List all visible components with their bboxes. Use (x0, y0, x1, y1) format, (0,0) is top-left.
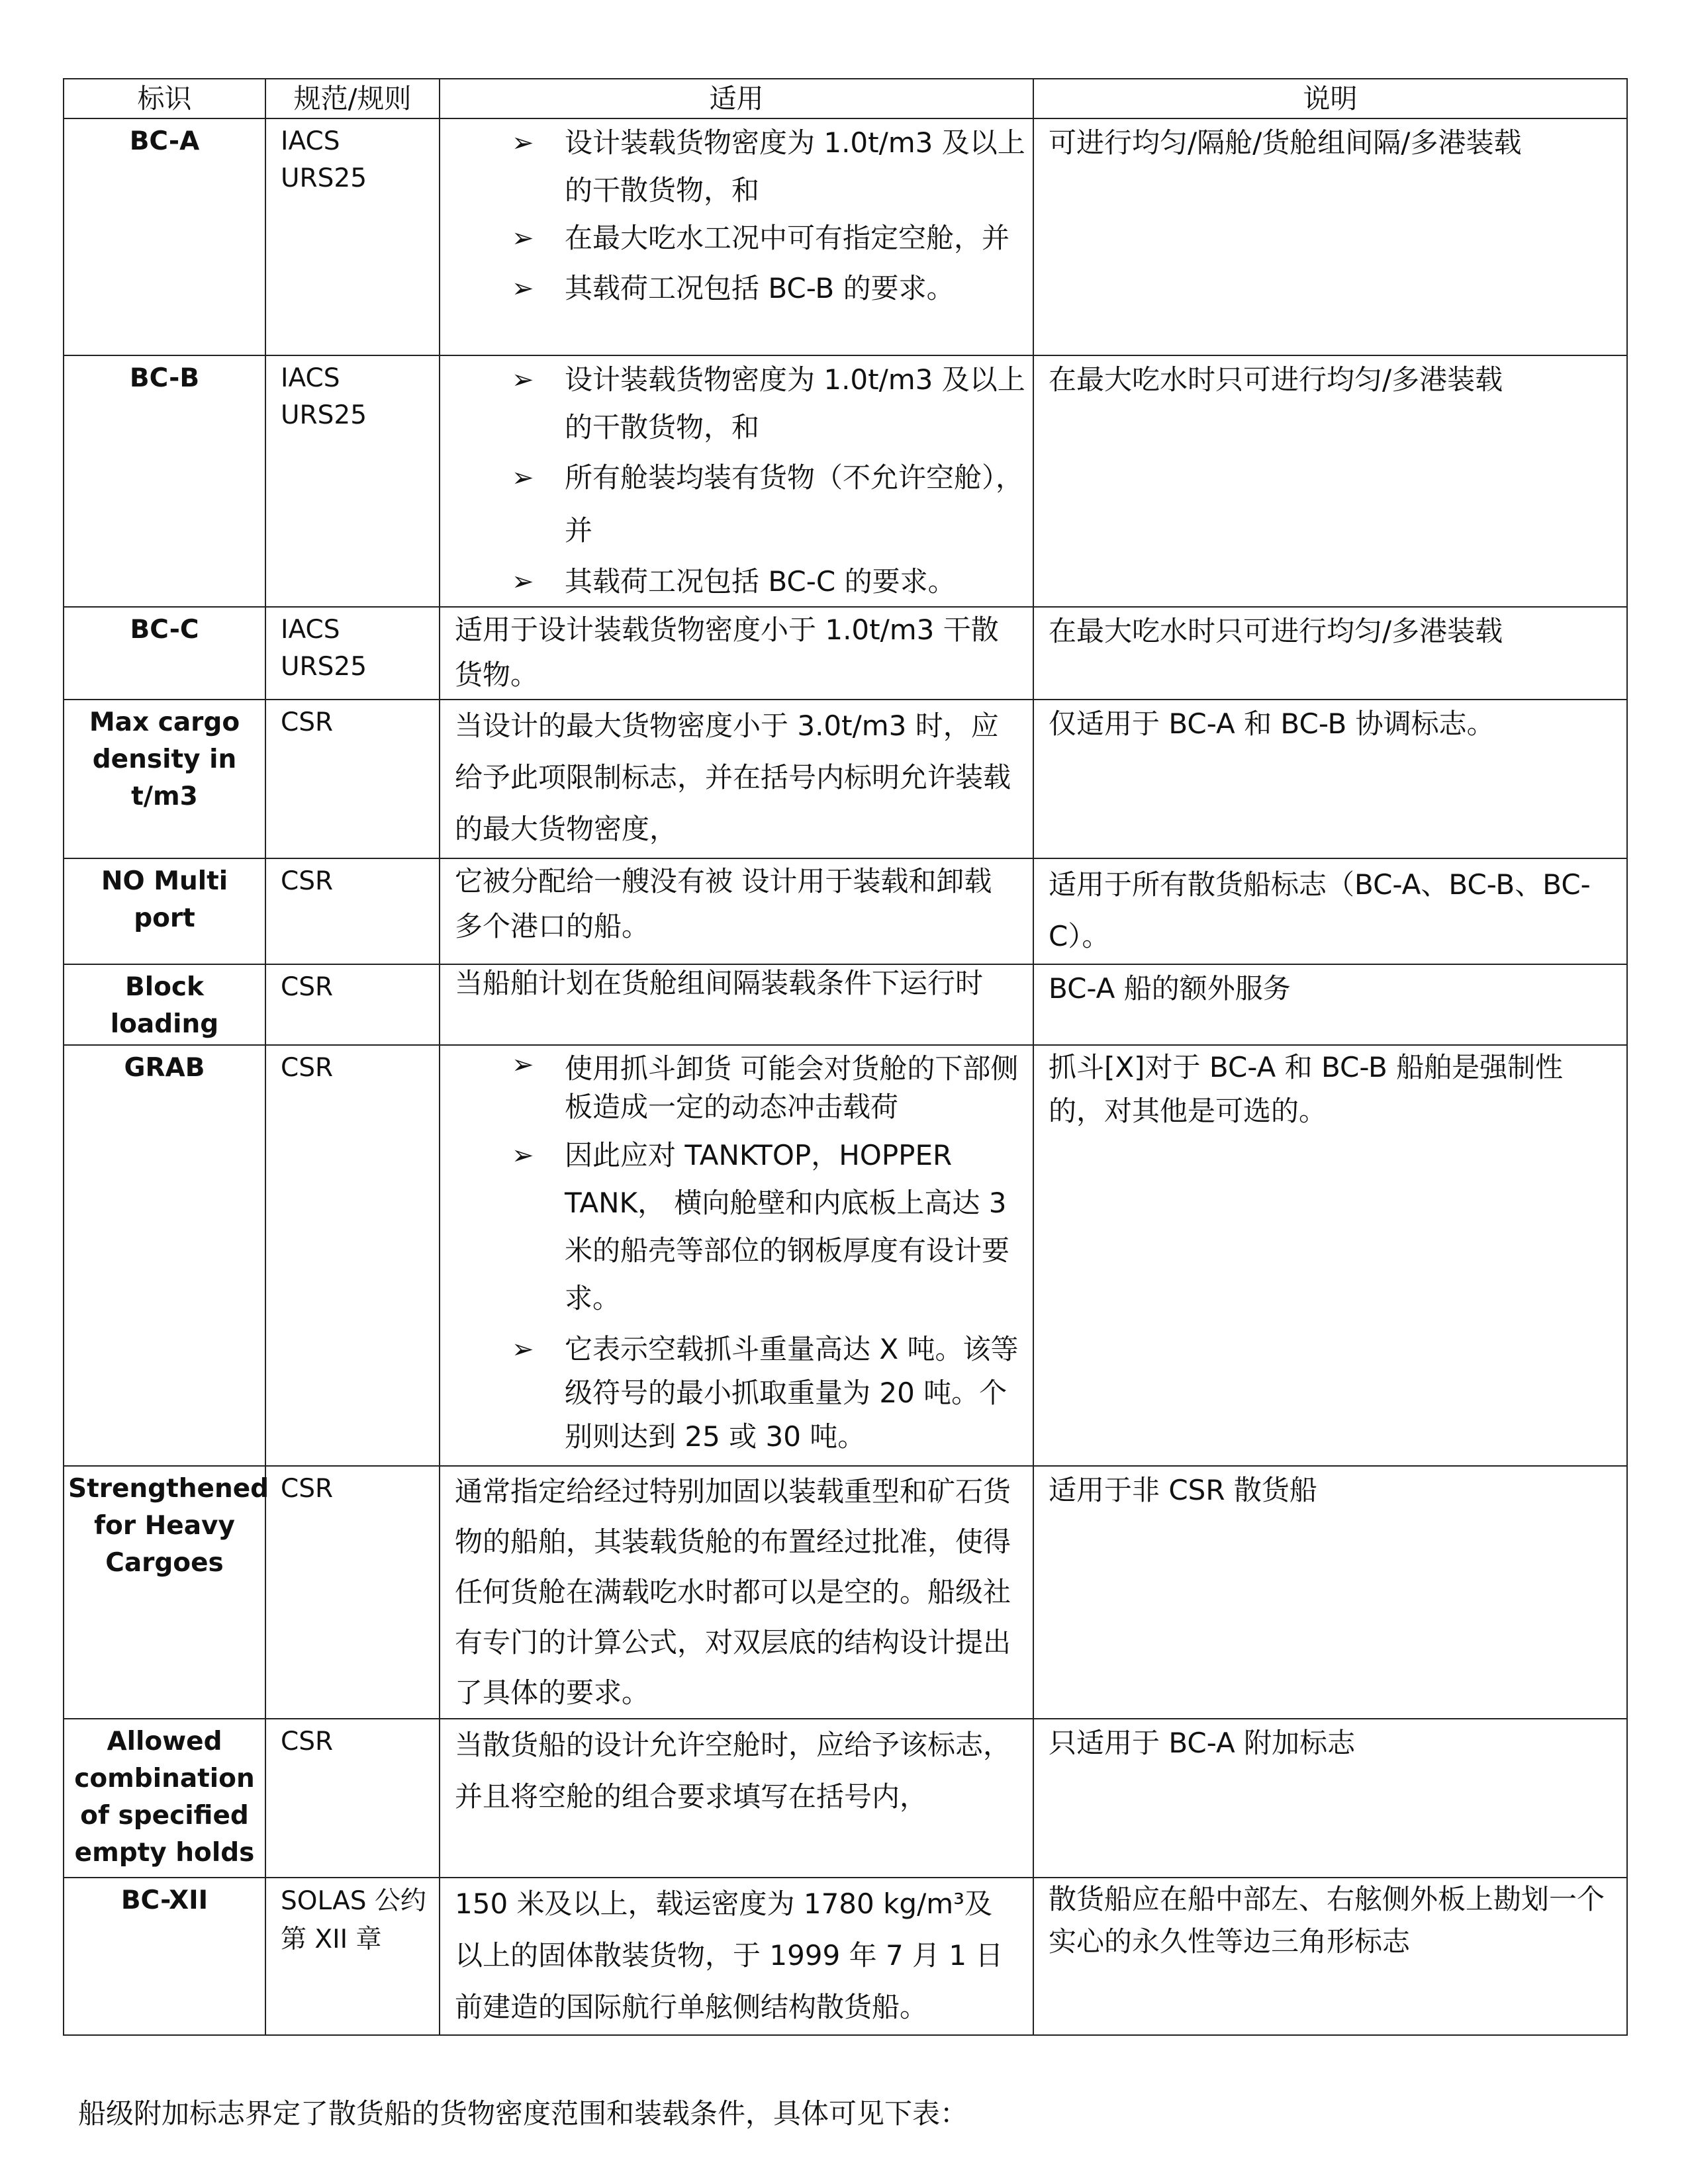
row-rule: IACS URS25 (265, 118, 440, 355)
table-row (64, 607, 1627, 700)
table-row (64, 355, 1627, 607)
bullet-item: ➢ 因此应对 TANKTOP，HOPPER TANK， 横向舱壁和内底板上高达 3 米的船壳等部位的钢板厚度有设计要求。 (565, 1132, 1033, 1322)
row-mark: BC-B (64, 355, 265, 607)
row-applicable: 当设计的最大货物密度小于 3.0t/m3 时，应给予此项限制标志，并在括号内标明允许装载的最大货物密度， (440, 700, 1033, 858)
row-rule: IACS URS25 (265, 607, 440, 700)
row-applicable (440, 1045, 1033, 1466)
table-row (64, 1878, 1627, 2035)
bullet-item: ➢ 其载荷工况包括 BC-C 的要求。 (565, 557, 1033, 606)
row-applicable (440, 355, 1033, 607)
row-notes: 仅适用于 BC-A 和 BC-B 协调标志。 (1033, 700, 1627, 858)
row-rule: CSR (265, 858, 440, 964)
row-rule: SOLAS 公约第 XII 章 (265, 1878, 440, 2035)
row-mark: Allowed combination of specified empty holds (64, 1719, 265, 1878)
table-row (64, 700, 1627, 858)
footer-caption: 船级附加标志界定了散货船的货物密度范围和装载条件，具体可见下表： (78, 2097, 968, 2130)
row-mark: BC-C (64, 607, 265, 700)
row-applicable: 150 米及以上，载运密度为 1780 kg/m³及以上的固体散装货物，于 1999 年 7 月 1 日前建造的国际航行单舷侧结构散货船。 (440, 1878, 1033, 2035)
row-applicable (440, 118, 1033, 355)
bullet-list (440, 356, 1033, 606)
table-row (64, 858, 1627, 964)
row-mark: Max cargo density in t/m3 (64, 700, 265, 858)
row-notes: 适用于所有散货船标志（BC-A、BC-B、BC-C）。 (1033, 858, 1627, 964)
row-notes: 在最大吃水时只可进行均匀/多港装载 (1033, 355, 1627, 607)
classification-table (63, 78, 1628, 2036)
bullet-item: ➢ 设计装载货物密度为 1.0t/m3 及以上的干散货物，和 (565, 119, 1033, 214)
row-mark: BC-XII (64, 1878, 265, 2035)
row-notes: 散货船应在船中部左、右舷侧外板上勘划一个实心的永久性等边三角形标志 (1033, 1878, 1627, 2035)
bullet-item: ➢ 在最大吃水工况中可有指定空舱，并 (565, 214, 1033, 262)
row-rule: CSR (265, 1466, 440, 1719)
row-applicable: 它被分配给一艘没有被 设计用于装载和卸载 多个港口的船。 (440, 858, 1033, 964)
header-mark: 标识 (64, 79, 265, 118)
row-rule: CSR (265, 1045, 440, 1466)
table-row (64, 1719, 1627, 1878)
bullet-list (440, 119, 1033, 315)
bullet-item: ➢ 所有舱装均装有货物（不允许空舱），并 (565, 451, 1033, 557)
bullet-list (440, 1046, 1033, 1459)
bullet-item: ➢ 使用抓斗卸货 可能会对货舱的下部侧板造成一定的动态冲击载荷 (565, 1046, 1033, 1126)
bullet-item: ➢ 其载荷工况包括 BC-B 的要求。 (565, 262, 1033, 315)
header-rule: 规范/规则 (265, 79, 440, 118)
row-mark: GRAB (64, 1045, 265, 1466)
table-header-row (64, 79, 1627, 118)
row-mark: BC-A (64, 118, 265, 355)
row-notes: 可进行均匀/隔舱/货舱组间隔/多港装载 (1033, 118, 1627, 355)
row-notes: 只适用于 BC-A 附加标志 (1033, 1719, 1627, 1878)
row-mark: NO Multi port (64, 858, 265, 964)
row-rule: CSR (265, 700, 440, 858)
table-row (64, 1466, 1627, 1719)
bullet-item: ➢ 设计装载货物密度为 1.0t/m3 及以上的干散货物，和 (565, 356, 1033, 451)
table-row (64, 118, 1627, 355)
row-notes: 抓斗[X]对于 BC-A 和 BC-B 船舶是强制性的，对其他是可选的。 (1033, 1045, 1627, 1466)
row-applicable: 当船舶计划在货舱组间隔装载条件下运行时 (440, 964, 1033, 1045)
row-rule: CSR (265, 964, 440, 1045)
row-rule: IACS URS25 (265, 355, 440, 607)
row-notes: 适用于非 CSR 散货船 (1033, 1466, 1627, 1719)
row-rule: CSR (265, 1719, 440, 1878)
bullet-item: ➢ 它表示空载抓斗重量高达 X 吨。该等级符号的最小抓取重量为 20 吨。个别则达到 25 或 30 吨。 (565, 1328, 1033, 1459)
row-mark: Strengthened for Heavy Cargoes (64, 1466, 265, 1719)
row-applicable: 适用于设计装载货物密度小于 1.0t/m3 干散货物。 (440, 607, 1033, 700)
table-row (64, 1045, 1627, 1466)
table-row (64, 964, 1627, 1045)
header-notes: 说明 (1033, 79, 1627, 118)
row-applicable: 通常指定给经过特别加固以装载重型和矿石货物的船舶，其装载货舱的布置经过批准，使得任何货舱在满载吃水时都可以是空的。船级社有专门的计算公式，对双层底的结构设计提出了具体的要求。 (440, 1466, 1033, 1719)
row-mark: Block loading (64, 964, 265, 1045)
row-notes: BC-A 船的额外服务 (1033, 964, 1627, 1045)
row-applicable: 当散货船的设计允许空舱时，应给予该标志，并且将空舱的组合要求填写在括号内， (440, 1719, 1033, 1878)
header-applicable: 适用 (440, 79, 1033, 118)
row-notes: 在最大吃水时只可进行均匀/多港装载 (1033, 607, 1627, 700)
